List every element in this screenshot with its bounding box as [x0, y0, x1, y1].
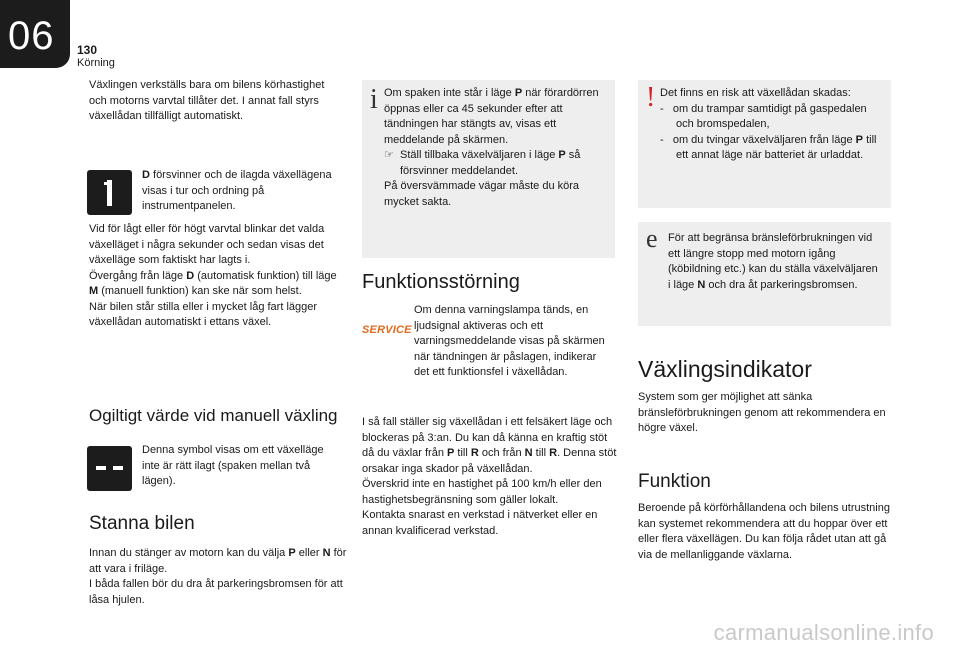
stop-car-paragraph: Innan du stänger av motorn kan du välja P eller N för att vara i friläge. I båda fallen bör du dra åt parkeringsbromsen för att låsa hjulen. [89, 547, 347, 606]
chapter-tab [0, 0, 70, 68]
warning-text: Det finns en risk att växellådan skadas: - om du trampar samtidigt på gaspedalen och bromspedalen, - om du tvingar växelväljaren från läge P till ett annat läge när batteriet är urladdat. [660, 87, 877, 161]
section-name: Körning [77, 57, 115, 69]
watermark: carmanualsonline.info [713, 620, 934, 645]
gear-indicator-heading: Växlingsindikator [638, 356, 812, 382]
warning-box [638, 80, 891, 208]
service-text: Om denna varningslampa tänds, en ljudsignal aktiveras och ett varningsmeddelande visas på skärmen när tändningen är påslagen, indikerar det ett funktionsfel i växellådan. [414, 304, 605, 378]
gear-digit-icon [87, 170, 132, 215]
invalid-value-text: Denna symbol visas om ett växelläge inte är rätt ilagt (spaken mellan två lägen). [142, 444, 324, 487]
eco-text: För att begränsa bränsleförbrukningen vid ett längre stopp med motorn igång (köbildning etc.) kan du ställa växelväljaren i läge N och dra åt parkeringsbromsen. [668, 232, 878, 291]
pointing-hand-icon: ☞ [384, 149, 394, 161]
chapter-number: 06 [8, 14, 55, 58]
info-text: Om spaken inte står i läge P när förardörren öppnas eller ca 45 sekunder efter att tändningen har stängts av, visas ett meddelande på skärmen. ☞ Ställ tillbaka växelväljaren i läge P så försvinner meddelandet. På översvämmade vägar måste du köra mycket sakta. [384, 87, 599, 208]
stop-car-heading: Stanna bilen [89, 513, 195, 534]
service-warning-icon: SERVICE [362, 324, 412, 336]
intro-paragraph: Växlingen verkställs bara om bilens körhastighet och motorns varvtal tillåter det. I annat fall styrs växellådan tillfälligt automatiskt. [89, 79, 325, 122]
page-number: 130 [77, 43, 98, 57]
function-heading: Funktion [638, 471, 711, 492]
invalid-gear-dashes-icon [87, 446, 132, 491]
info-box [362, 80, 615, 258]
speed-paragraph: Vid för lågt eller för högt varvtal blinkar det valda växelläget i några sekunder och sedan visas det växelläge som faktiskt har lagts i. Övergång från läge D (automatisk funktion) till läge M (manuell funktion) kan ske när som helst. När bilen står stilla eller i mycket låg fart lägger växellådan automatiskt i ettans växel. [89, 223, 337, 328]
warning-icon: ! [646, 82, 656, 113]
malfunction-heading: Funktionsstörning [362, 271, 520, 293]
gear-indicator-text: System som ger möjlighet att sänka bränsleförbrukningen genom att rekommendera en högre växel. [638, 391, 886, 434]
function-text: Beroende på körförhållandena och bilens utrustning kan systemet rekommendera att du hoppar över ett eller flera växellägen. Du kan följa rådet utan att gå via de mellanliggande växlarna. [638, 502, 890, 561]
d-disappears-text: D försvinner och de ilagda växellägena visas i tur och ordning på instrumentpanelen. [142, 169, 332, 212]
invalid-value-heading: Ogiltigt värde vid manuell växling [89, 406, 338, 425]
eco-box [638, 222, 891, 326]
info-icon: i [370, 84, 378, 115]
malfunction-body: I så fall ställer sig växellådan i ett felsäkert läge och blockeras på 3:an. Du kan då känna en kraftig stöt då du växlar från P till R och från N till R. Denna stöt orsakar inga skador på växellådan. Överskrid inte en hastighet på 100 km/h eller den hastighetsbegränsning som gäller lokalt. Kontakta snarast en verkstad i nätverket eller en annan kvalificerad verkstad. [362, 416, 617, 537]
eco-leaf-icon: e [646, 224, 658, 253]
